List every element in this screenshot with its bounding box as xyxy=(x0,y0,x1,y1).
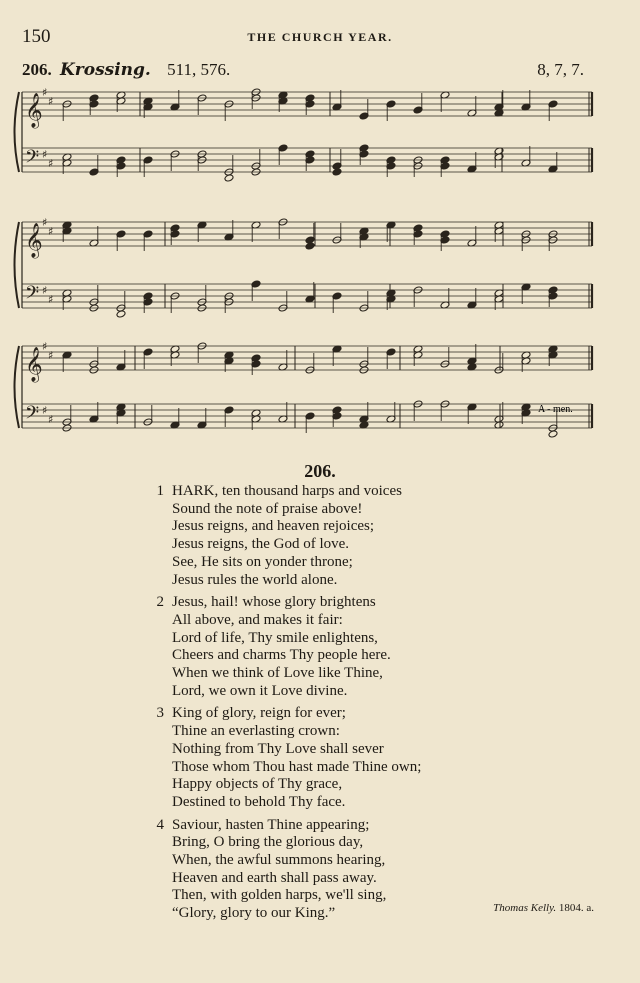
verse-line: Then, with golden harps, we'll sing, xyxy=(172,887,387,904)
verse-line: When we think of Love like Thine, xyxy=(172,665,383,682)
system-brace xyxy=(15,346,20,428)
verse-line: Saviour, hasten Thine appearing; xyxy=(172,816,370,833)
verse-line: Nothing from Thy Love shall sever xyxy=(172,740,384,757)
sharp-sign: ♯ xyxy=(48,157,54,170)
verse-line: Jesus reigns, and heaven rejoices; xyxy=(172,518,375,535)
note-head xyxy=(332,168,342,176)
sharp-sign: ♯ xyxy=(42,340,48,353)
verse-line: Lord, we own it Love divine. xyxy=(172,682,348,699)
sharp-sign: ♯ xyxy=(42,216,48,229)
verse-line: Those whom Thou hast made Thine own; xyxy=(172,758,422,775)
running-title: THE CHURCH YEAR. xyxy=(247,30,393,44)
verse-number: 2 xyxy=(156,594,164,611)
verse-line: Sound the note of praise above! xyxy=(172,500,363,517)
treble-clef: 𝄞 xyxy=(25,347,43,382)
treble-clef: 𝄞 xyxy=(25,223,43,258)
music-score xyxy=(0,0,640,470)
verse-line: Happy objects of Thy grace, xyxy=(172,776,343,793)
verse xyxy=(150,705,590,811)
verse-line: Bring, O bring the glorious day, xyxy=(172,834,364,851)
sharp-sign: ♯ xyxy=(42,148,48,161)
verse-line: Jesus, hail! whose glory brightens xyxy=(172,594,376,611)
verses xyxy=(150,483,590,928)
sharp-sign: ♯ xyxy=(48,95,54,108)
bass-clef: 𝄢 xyxy=(25,403,40,428)
verse-line: Lord of life, Thy smile enlightens, xyxy=(172,629,378,646)
sharp-sign: ♯ xyxy=(48,225,54,238)
system-brace xyxy=(15,222,20,308)
verse-line: Thine an everlasting crown: xyxy=(172,723,340,740)
verse-line: See, He sits on yonder throne; xyxy=(172,553,353,570)
sharp-sign: ♯ xyxy=(42,404,48,417)
sharp-sign: ♯ xyxy=(48,413,54,426)
verse-line: King of glory, reign for ever; xyxy=(172,705,346,722)
amen-label: A - men. xyxy=(538,404,573,415)
verse xyxy=(150,483,590,589)
bass-clef: 𝄢 xyxy=(25,147,40,172)
verse xyxy=(150,594,590,700)
verse-line: All above, and makes it fair: xyxy=(172,611,343,628)
sharp-sign: ♯ xyxy=(42,86,48,99)
verse-number: 1 xyxy=(156,483,164,499)
bass-clef: 𝄢 xyxy=(25,283,40,308)
attribution-year: 1804. a. xyxy=(558,902,594,914)
verse-line: HARK, ten thousand harps and voices xyxy=(172,483,402,499)
verse-line: Jesus reigns, the God of love. xyxy=(172,536,350,553)
verse-number: 4 xyxy=(156,816,164,833)
attribution xyxy=(493,902,594,914)
note-head xyxy=(548,430,558,438)
system-brace xyxy=(15,92,20,172)
meter: 8, 7, 7. xyxy=(537,60,584,79)
verse-line: Heaven and earth shall pass away. xyxy=(172,869,377,886)
treble-clef: 𝄞 xyxy=(25,93,43,128)
note-head xyxy=(305,242,315,250)
page-number: 150 xyxy=(22,26,51,47)
verse-line: When, the awful summons hearing, xyxy=(172,852,386,869)
note-head xyxy=(116,310,126,318)
verse-line: Destined to behold Thy face. xyxy=(172,793,346,810)
alternate-tune-refs: 511, 576. xyxy=(167,60,231,79)
verse-line: “Glory, glory to our King.” xyxy=(172,905,336,922)
tune-name: Krossing. xyxy=(60,60,151,80)
sharp-sign: ♯ xyxy=(42,284,48,297)
staff-systems xyxy=(15,86,593,438)
hymn-number-text: 206. xyxy=(304,461,336,481)
verse-number: 3 xyxy=(156,705,164,722)
hymn-number: 206. xyxy=(22,60,52,79)
note-head xyxy=(224,174,234,182)
verse-line: Cheers and charms Thy people here. xyxy=(172,647,391,664)
sharp-sign: ♯ xyxy=(48,293,54,306)
sharp-sign: ♯ xyxy=(48,349,54,362)
verse-line: Jesus rules the world alone. xyxy=(172,571,338,588)
author: Thomas Kelly. xyxy=(493,902,557,914)
